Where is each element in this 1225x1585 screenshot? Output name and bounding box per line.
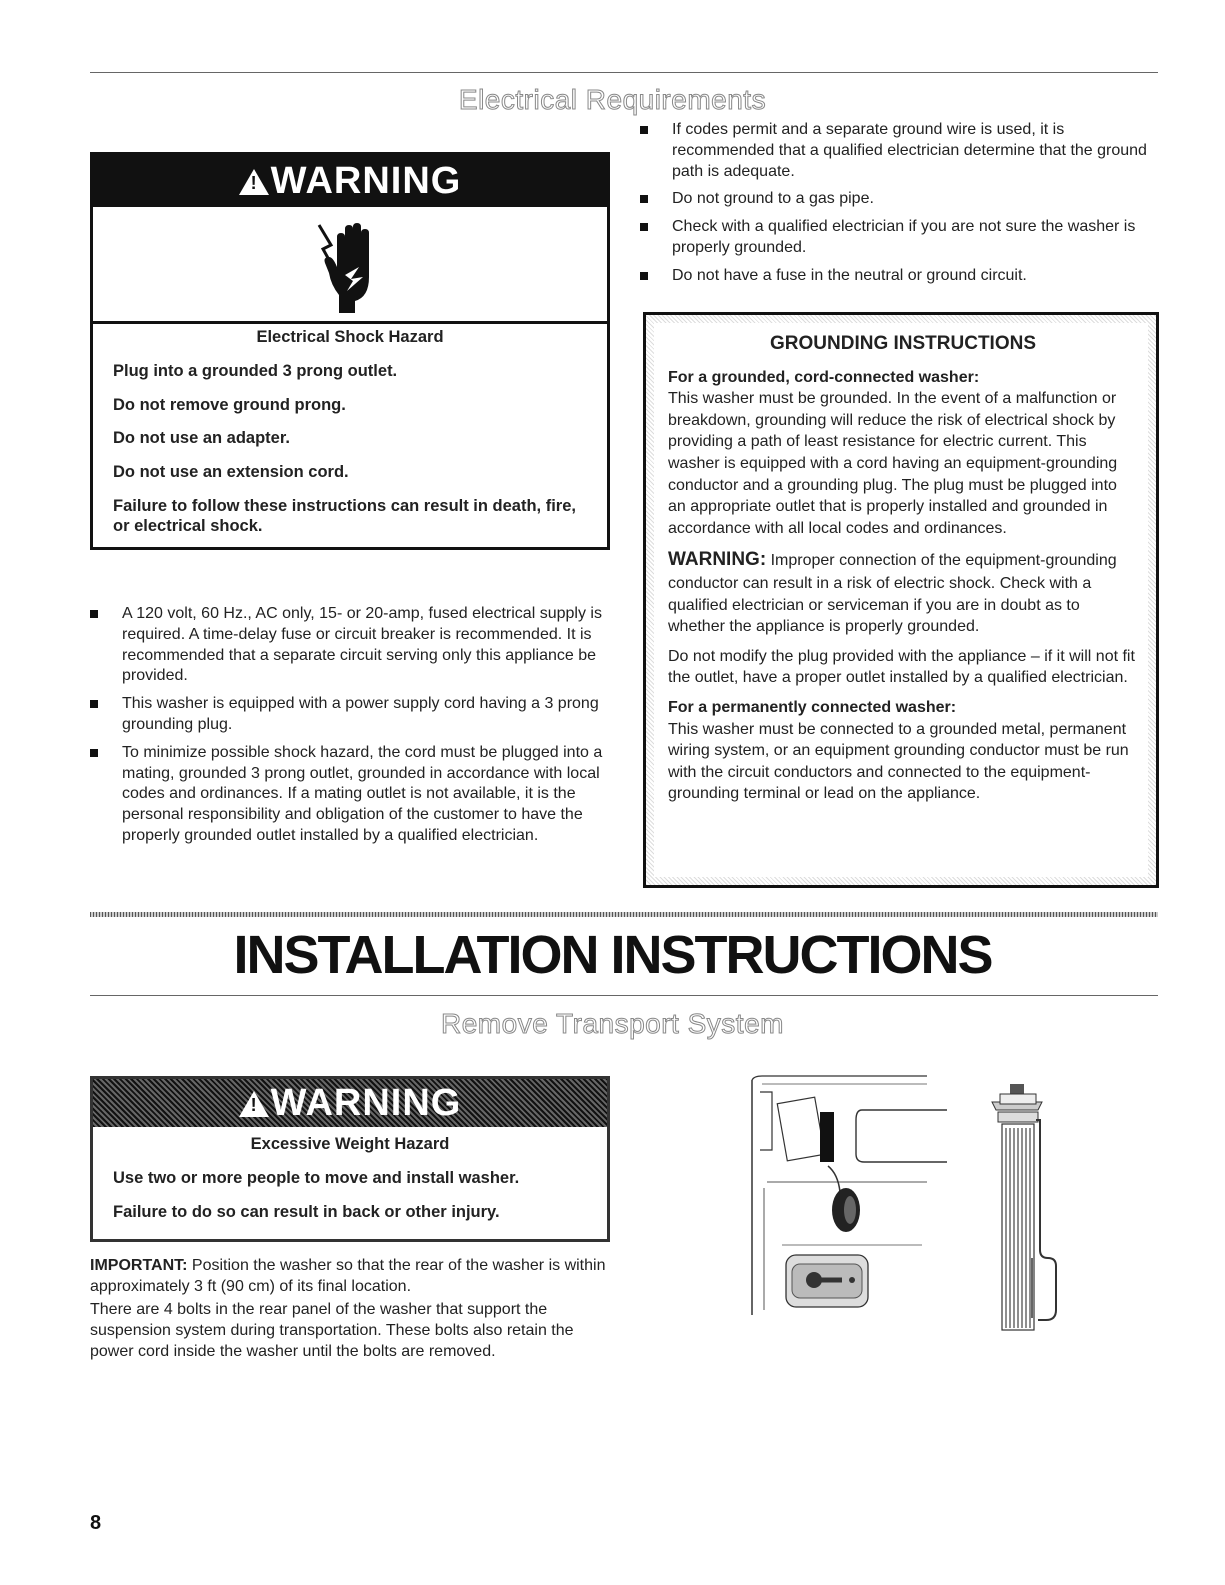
page-number: 8 <box>90 1512 102 1534</box>
section-title-electrical: Electrical Requirements <box>458 84 767 115</box>
grounding-title: GROUNDING INSTRUCTIONS <box>770 333 1036 354</box>
transport-bolt-illustration <box>988 1080 1068 1340</box>
bolts-paragraph: There are 4 bolts in the rear panel of the washer that support the suspension system during transportation. These bolts also retain the power cord inside the washer until the bolts are removed. <box>90 1301 574 1360</box>
grounding-warning-text: Improper connection of the equipment-grounding conductor can result in a risk of electric shock. Check with a qualified electrician or serviceman if you are in doubt as to whether the appliance is properly grounded. <box>668 552 1117 636</box>
section-title-transport: Remove Transport System <box>441 1008 784 1039</box>
warning-line: Do not use an adapter. <box>113 429 290 448</box>
warning-label: WARNING <box>270 160 462 202</box>
grounding-instructions-box <box>643 312 1159 888</box>
main-title: INSTALLATION INSTRUCTIONS <box>233 925 992 985</box>
grounding-subtitle: For a grounded, cord-connected washer: <box>668 368 980 386</box>
washer-rear-panel-illustration <box>742 1070 952 1330</box>
grounding-warning-label: WARNING: <box>668 549 767 571</box>
list-item: Check with a qualified electrician if you are not sure the washer is properly grounded. <box>636 217 1156 259</box>
warning-body <box>93 1127 607 1232</box>
hazard-title: Excessive Weight Hazard <box>250 1135 450 1153</box>
grounding-warning <box>668 547 1138 637</box>
electrical-bullets-left <box>86 604 608 854</box>
electrical-bullets-right <box>636 120 1156 294</box>
warning-triangle-icon: ! <box>239 1091 269 1117</box>
top-rule <box>90 72 1158 73</box>
list-item: To minimize possible shock hazard, the cord must be plugged into a mating, grounded 3 prong outlet, grounded in accordance with local codes and ordinances. If a mating outlet is not available, it is the personal responsibility and obligation of the customer to have the properly grounded outlet installed by a qualified electrician. <box>86 743 608 847</box>
title-rule <box>90 995 1158 996</box>
warning-line: Failure to do so can result in back or other injury. <box>113 1202 500 1221</box>
warning-header <box>93 1079 607 1127</box>
grounding-paragraph: This washer must be grounded. In the event of a malfunction or breakdown, grounding will reduce the risk of electrical shock by providing a path of least resistance for electric current. This washer is equipped with a cord having an equipment-grounding conductor and a grounding plug. The plug must be plugged into an appropriate outlet that is properly installed and grounded in accordance with all local codes and ordinances. <box>668 390 1118 537</box>
warning-triangle-icon: ! <box>239 169 269 195</box>
list-item: Do not have a fuse in the neutral or ground circuit. <box>636 266 1156 287</box>
grounding-paragraph: This washer must be connected to a grounded metal, permanent wiring system, or an equipment grounding conductor must be run with the circuit conductors and connected to the equipment-grounding terminal or lead on the appliance. <box>668 720 1129 803</box>
warning-body <box>93 324 607 547</box>
warning-line: Plug into a grounded 3 prong outlet. <box>113 362 398 380</box>
grounding-subtitle: For a permanently connected washer: <box>668 699 957 716</box>
list-item: This washer is equipped with a power supply cord having a 3 prong grounding plug. <box>86 694 608 736</box>
important-paragraph <box>90 1256 610 1298</box>
warning-line: Do not remove ground prong. <box>113 395 346 414</box>
hazard-title: Electrical Shock Hazard <box>256 328 444 346</box>
shock-hazard-icon <box>93 207 607 324</box>
important-label: IMPORTANT: <box>90 1257 188 1274</box>
warning-line: Use two or more people to move and install washer. <box>113 1169 520 1187</box>
list-item: If codes permit and a separate ground wire is used, it is recommended that a qualified electrician determine that the ground path is adequate. <box>636 120 1156 182</box>
section-divider <box>90 912 1158 917</box>
list-item: Do not ground to a gas pipe. <box>636 189 1156 210</box>
warning-header <box>93 155 607 207</box>
warning-box-weight <box>90 1076 610 1242</box>
warning-line: Failure to follow these instructions can result in death, fire, or electrical shock. <box>113 496 576 536</box>
important-text: Position the washer so that the rear of the washer is within approximately 3 ft (90 cm) of its final location. <box>90 1257 606 1295</box>
warning-box-electrical <box>90 152 610 550</box>
warning-line: Do not use an extension cord. <box>113 462 349 481</box>
grounding-paragraph: Do not modify the plug provided with the appliance – if it will not fit the outlet, have a proper outlet installed by a qualified electrician. <box>668 647 1135 687</box>
grounding-content <box>654 323 1148 877</box>
warning-label: WARNING <box>270 1082 462 1124</box>
list-item: A 120 volt, 60 Hz., AC only, 15- or 20-amp, fused electrical supply is required. A time-delay fuse or circuit breaker is recommended. It is recommended that a separate circuit serving only this appliance be provided. <box>86 604 608 687</box>
